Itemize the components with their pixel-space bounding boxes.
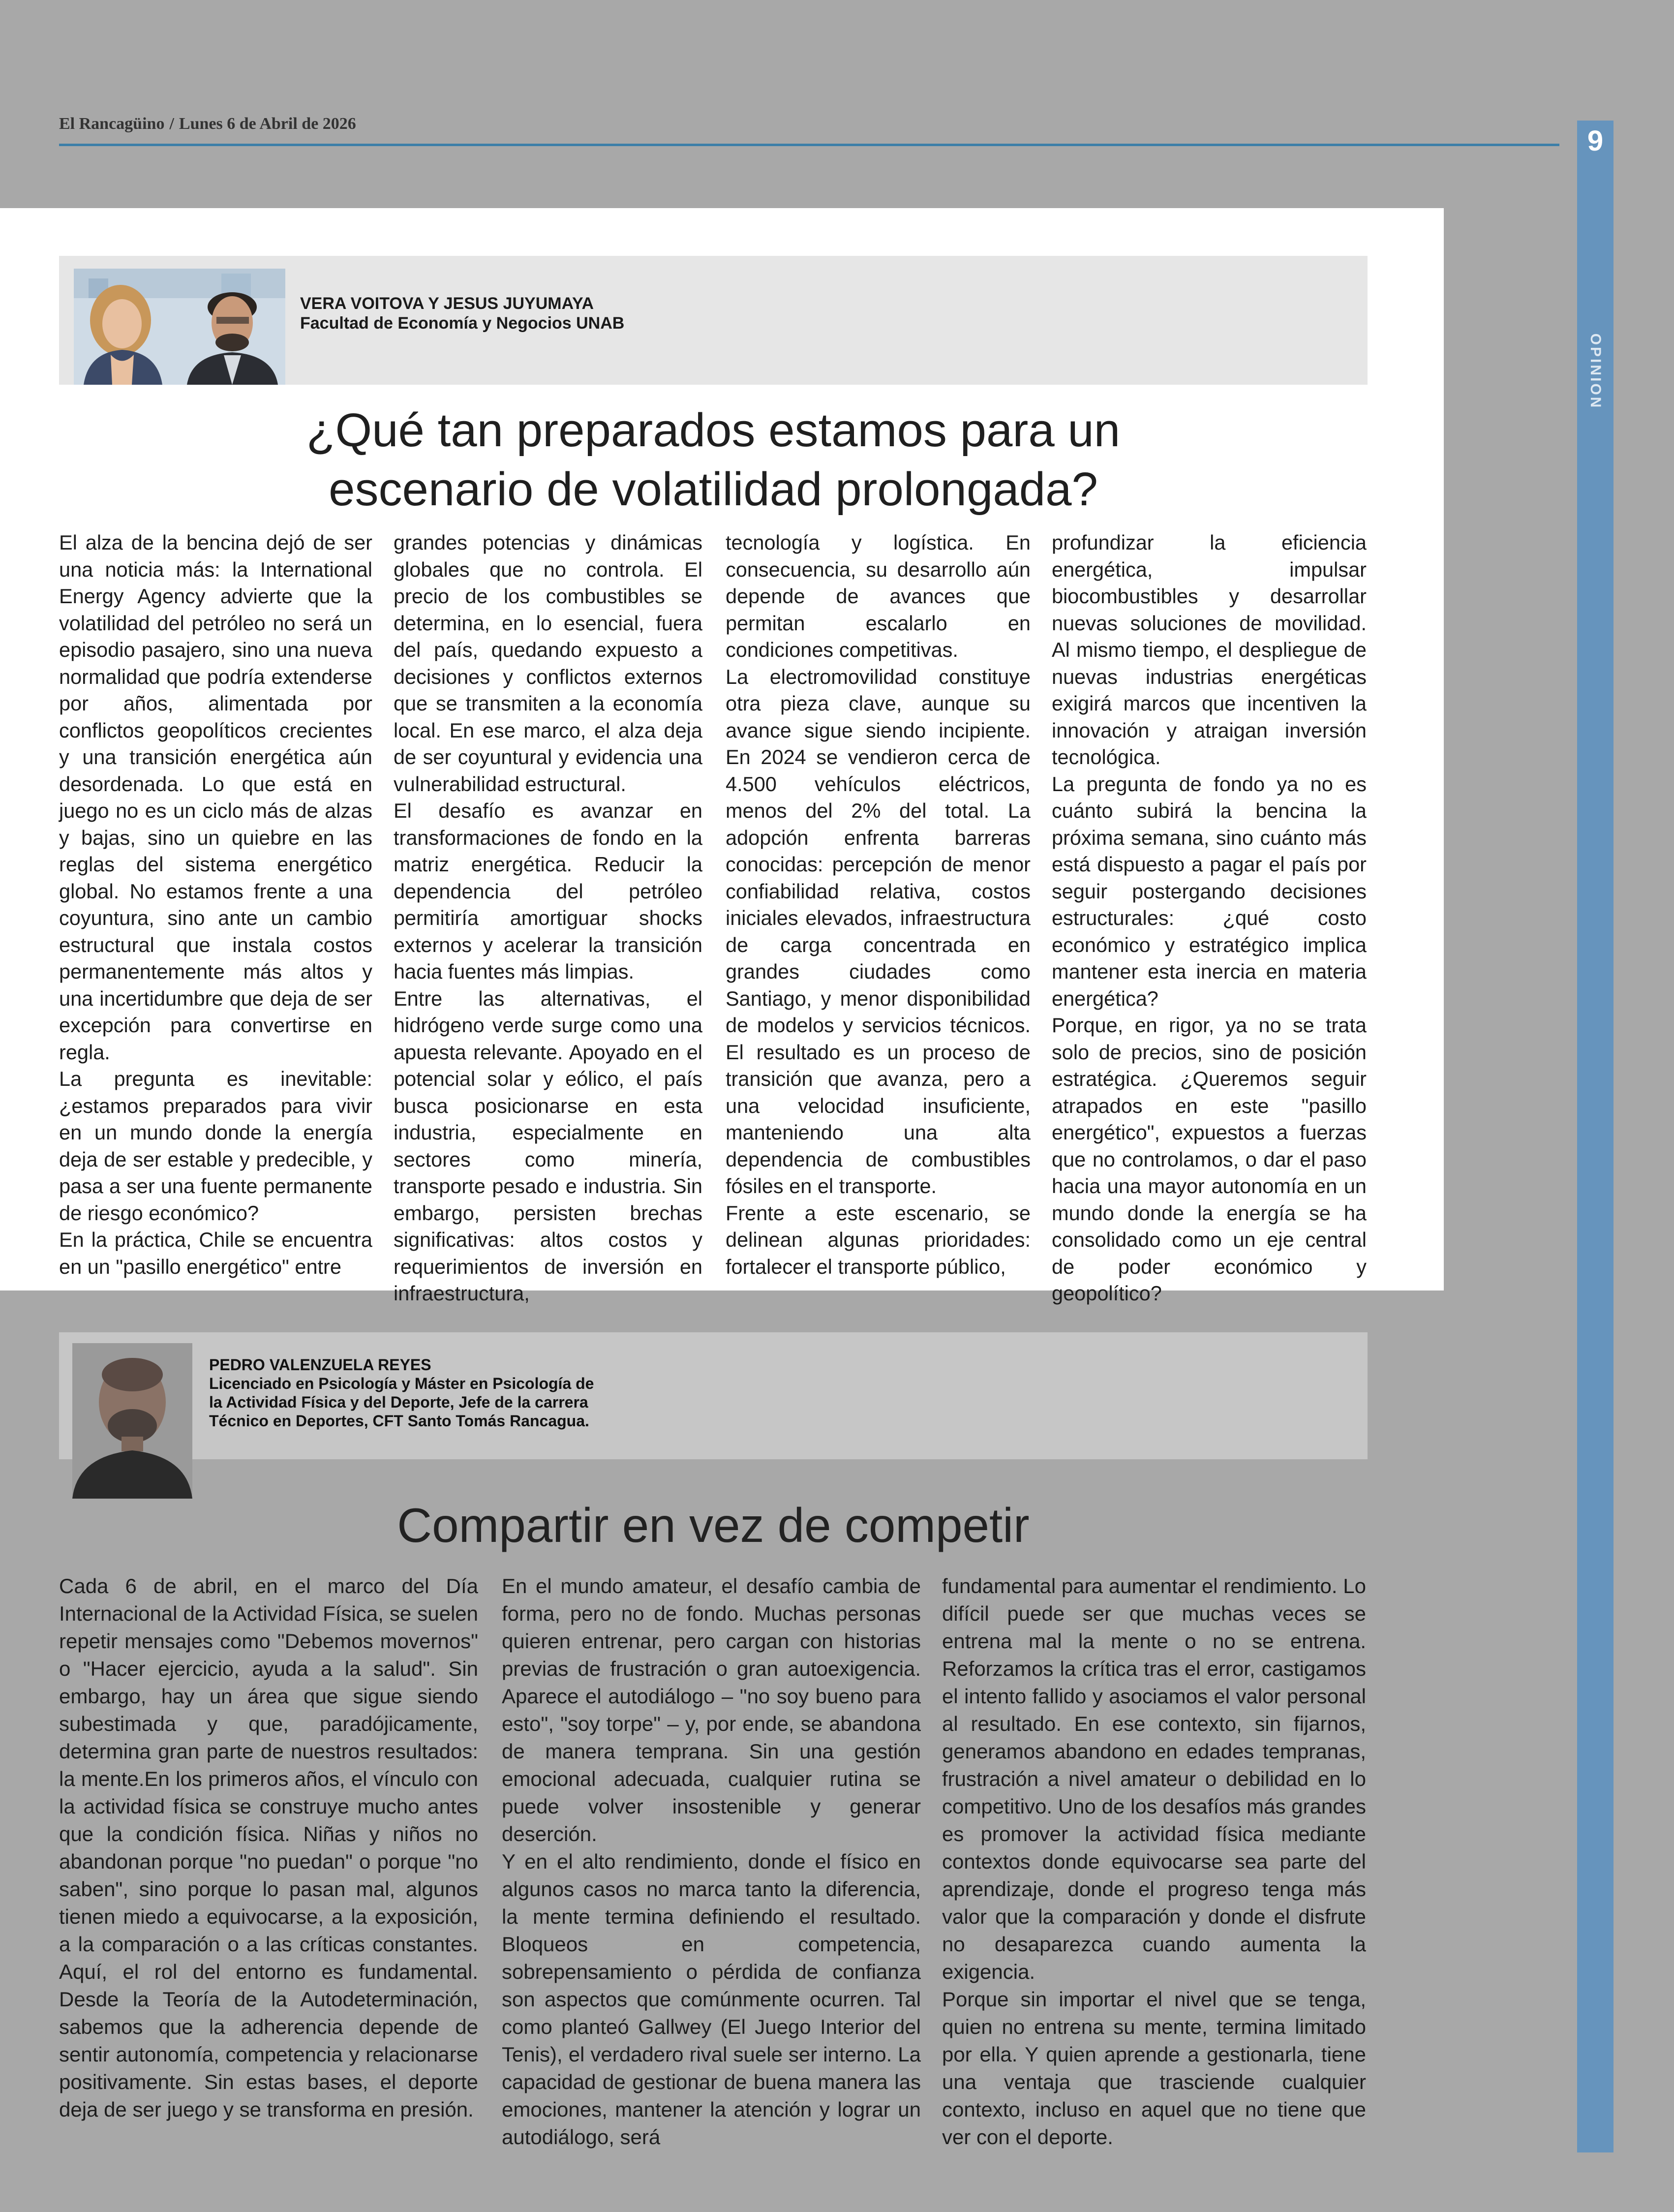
article-1-author-block	[300, 294, 624, 333]
article-1-col-3-paragraph: Frente a este escenario, se delinean algunas prioridades: fortalecer el transporte público,	[726, 1201, 1031, 1278]
article-1-col-1-paragraph: El alza de la bencina dejó de ser una noticia más: la International Energy Agency advierte que la volatilidad del petróleo no será un episodio pasajero, sino una nueva normalidad que podría extenderse por años, alimentada por conflictos geopolíticos crecientes y una transición energética aún desordenada. Lo que está en juego no es un ciclo más de alzas y bajas, sino un quiebre en las reglas del sistema energético global. No estamos frente a una coyuntura, sino ante un cambio estructural que instala costos permanentemente más altos y una incertidumbre que deja de ser excepción para convertirse en regla.	[59, 531, 372, 1064]
author-photo-illustration	[72, 1343, 192, 1499]
section-label: OPINION	[1587, 333, 1604, 410]
article-2-col-1-paragraph: Cada 6 de abril, en el marco del Día Internacional de la Actividad Física, se suelen repetir mensajes como "Debemos movernos" o "Hacer ejercicio, ayuda a la salud". Sin embargo, hay un área que sigue siendo subestimada y que, paradójicamente, determina gran parte de nuestros resultados: la mente.En los primeros años, el vínculo con la actividad física se construye mucho antes que la condición física. Niñas y niños no abandonan porque "no puedan" o porque "no saben", sino porque lo pasan mal, algunos tienen miedo a equivocarse, a la exposición, a la comparación o a las críticas constantes. Aquí, el rol del entorno es fundamental. Desde la Teoría de la Autodeterminación, sabemos que la adherencia depende de sentir autonomía, competencia y relacionarse positivamente. Sin estas bases, el deporte deja de ser juego y se transforma en presión.	[59, 1574, 478, 2121]
article-1-col-3-paragraph: La electromovilidad constituye otra pieza clave, aunque su avance sigue siendo incipiente. En 2024 se vendieron cerca de 4.500 vehículos eléctricos, menos del 2% del total. La adopción enfrenta barreras conocidas: percepción de menor confiabilidad relativa, costos iniciales elevados, infraestructura de carga concentrada en grandes ciudades como Santiago, y menor disponibilidad de modelos y servicios técnicos. El resultado es un proceso de transición que avanza, pero a una velocidad insuficiente, manteniendo una alta dependencia de combustibles fósiles en el transporte.	[726, 665, 1031, 1198]
article-1-column-3	[726, 529, 1031, 1280]
article-2-col-2-paragraph: En el mundo amateur, el desafío cambia de forma, pero no de fondo. Muchas personas quieren entrenar, pero cargan con historias previas de frustración o gran autoexigencia. Aparece el autodiálogo – "no soy bueno para esto", "soy torpe" – y, por ende, se abandona de manera temprana. Sin una gestión emocional adecuada, cualquier rutina se puede volver insostenible y generar deserción.	[502, 1574, 921, 1845]
article-1-col-2-paragraph: grandes potencias y dinámicas globales que no controla. El precio de los combustibles se determina, en lo esencial, fuera del país, quedando expuesto a decisiones y conflictos externos que se transmiten a la economía local. En ese marco, el alza deja de ser coyuntural y evidencia una vulnerabilidad estructural.	[394, 531, 702, 796]
article-2-bio-line: la Actividad Física y del Deporte, Jefe de la carrera	[209, 1393, 588, 1411]
authors-photo-illustration	[74, 269, 285, 385]
article-1-col-4-paragraph: La pregunta de fondo ya no es cuánto subirá la bencina la próxima semana, sino cuánto más está dispuesto a pagar el país por seguir postergando decisiones estructurales: ¿qué costo económico y estratégico implica mantener esta inercia en materia energética?	[1052, 772, 1367, 1010]
article-1-headline-line-1: ¿Qué tan preparados estamos para un	[306, 404, 1121, 457]
article-2-bio-line: Licenciado en Psicología y Máster en Psicología de	[209, 1375, 594, 1392]
article-1-column-4	[1052, 529, 1367, 1307]
section-tab	[1577, 121, 1613, 2152]
article-1-col-2-paragraph: Entre las alternativas, el hidrógeno verde surge como una apuesta relevante. Apoyado en el potencial solar y eólico, el país busca posicionarse en esta industria, especialmente en sectores como minería, transporte pesado e industria. Sin embargo, persisten brechas significativas: altos costos y requerimientos de inversión en infraestructura,	[394, 986, 702, 1305]
article-2-headline: Compartir en vez de competir	[397, 1498, 1030, 1552]
article-2-author: PEDRO VALENZUELA REYES	[209, 1356, 431, 1374]
article-1-headline	[59, 401, 1368, 519]
article-1-col-1-paragraph: La pregunta es inevitable: ¿estamos preparados para vivir en un mundo donde la energía deja de ser estable y predecible, y pasa a ser una fuente permanente de riesgo económico?	[59, 1067, 372, 1225]
article-1-col-3-paragraph: tecnología y logística. En consecuencia, su desarrollo aún depende de avances que permitan escalarlo en condiciones competitivas.	[726, 531, 1031, 661]
header-rule	[59, 144, 1559, 146]
article-2-col-3-paragraph: fundamental para aumentar el rendimiento. Lo difícil puede ser que muchas veces se entrena mal la mente o no se entrena. Reforzamos la crítica tras el error, castigamos el intento fallido y asociamos el valor personal al resultado. En ese contexto, sin fijarnos, generamos abandono en edades tempranas, frustración a nivel amateur o debilidad en lo competitivo. Uno de los desafíos más grandes es promover la actividad física mediante contextos donde equivocarse sea parte del aprendizaje, donde el progreso tenga más valor que la comparación y donde el disfrute no desaparezca cuando aumenta la exigencia.	[942, 1574, 1366, 1983]
article-1-col-4-paragraph: profundizar la eficiencia energética, impulsar biocombustibles y desarrollar nuevas soluciones de movilidad. Al mismo tiempo, el despliegue de nuevas industrias energéticas exigirá marcos que incentiven la innovación y atraigan inversión tecnológica.	[1052, 531, 1367, 768]
masthead	[59, 115, 356, 133]
masthead-separator: /	[169, 115, 174, 133]
article-1-headline-line-2: escenario de volatilidad prolongada?	[329, 463, 1098, 516]
article-2-col-2-paragraph: Y en el alto rendimiento, donde el físico en algunos casos no marca tanto la diferencia, la mente termina definiendo el resultado. Bloqueos en competencia, sobrepensamiento o pérdida de confianza son aspectos que comúnmente ocurren. Tal como planteó Gallwey (El Juego Interior del Tenis), el verdadero rival suele ser interno. La capacidad de gestionar de buena manera las emociones, mantener la atención y lograr un autodiálogo, será	[502, 1850, 921, 2149]
article-1-col-4-paragraph: Porque, en rigor, ya no se trata solo de precios, sino de posición estratégica. ¿Queremos seguir atrapados en este "pasillo energético", expuestos a fuerzas que no controlamos, o dar el paso hacia una mayor autonomía en un mundo donde la energía se ha consolidado como un eje central de poder económico y geopolítico?	[1052, 1014, 1367, 1305]
article-2-column-3	[942, 1572, 1366, 2151]
article-1-col-1-paragraph: En la práctica, Chile se encuentra en un "pasillo energético" entre	[59, 1228, 372, 1278]
authors-photo	[74, 269, 285, 385]
issue-date: Lunes 6 de Abril de 2026	[179, 115, 356, 133]
article-2-col-3-paragraph: Porque sin importar el nivel que se tenga, quien no entrena su mente, termina limitado por ella. Y quien aprende a gestionarla, tiene una ventaja que trasciende cualquier contexto, incluso en aquel que no tiene que ver con el deporte.	[942, 1988, 1366, 2149]
page-number: 9	[1587, 125, 1604, 157]
publication-name: El Rancagüino	[59, 115, 165, 133]
article-1-affiliation: Facultad de Economía y Negocios UNAB	[300, 314, 625, 333]
article-2-author-block	[209, 1355, 594, 1430]
article-2-column-2	[502, 1572, 921, 2151]
article-1-authors: VERA VOITOVA Y JESUS JUYUMAYA	[300, 294, 594, 313]
article-2-column-1	[59, 1572, 478, 2123]
article-2-bio-line: Técnico en Deportes, CFT Santo Tomás Rancagua.	[209, 1412, 589, 1430]
article-1-byline	[59, 256, 1368, 385]
article-1-column-1	[59, 529, 372, 1280]
author-photo	[72, 1343, 192, 1499]
article-1-col-2-paragraph: El desafío es avanzar en transformaciones de fondo en la matriz energética. Reducir la dependencia del petróleo permitiría amortiguar shocks externos y acelerar la transición hacia fuentes más limpias.	[394, 799, 702, 983]
article-1-column-2	[394, 529, 702, 1307]
